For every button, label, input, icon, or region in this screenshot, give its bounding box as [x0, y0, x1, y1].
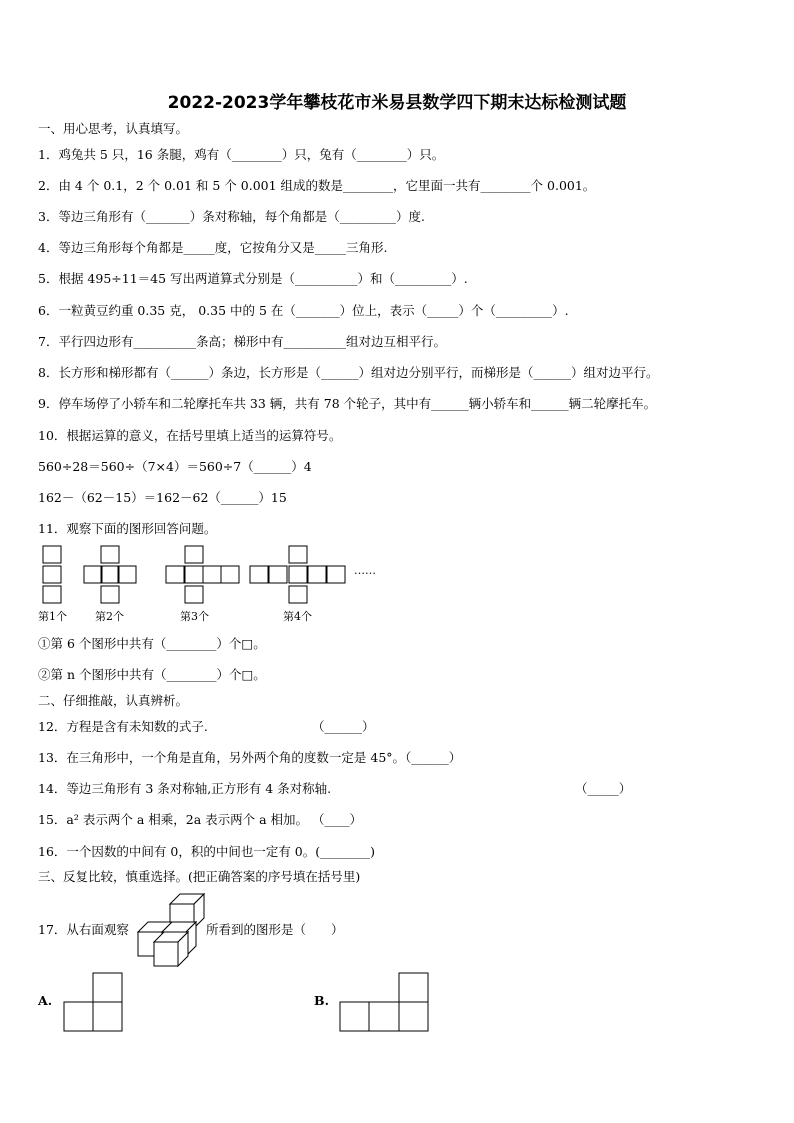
- question-10-equation-b: 162－（62－15）＝162－62（______）15: [38, 490, 287, 505]
- square: [101, 586, 119, 603]
- question-17-prefix: 17．从右面观察: [38, 922, 129, 937]
- question-2: 2．由 4 个 0.1，2 个 0.01 和 5 个 0.001 组成的数是________，它里面一共有________个 0.001。: [38, 178, 596, 193]
- square: [118, 566, 136, 583]
- option-b-figure: [339, 972, 430, 1032]
- question-16: 16．一个因数的中间有 0，积的中间也一定有 0。(________): [38, 844, 376, 859]
- page-title: 2022-2023学年攀枝花市米易县数学四下期末达标检测试题: [167, 93, 627, 113]
- question-3: 3．等边三角形有（_______）条对称轴，每个角都是（_________）度.: [38, 209, 425, 224]
- option-b-label: B.: [314, 993, 329, 1008]
- question-12-answer-blank: （______）: [312, 719, 375, 734]
- square: [84, 566, 102, 583]
- figure-label-2: 第2个: [95, 610, 124, 623]
- section-3-heading: 三、反复比较，慎重选择。(把正确答案的序号填在括号里): [38, 869, 361, 884]
- figure-label-3: 第3个: [180, 610, 209, 623]
- square-pattern-figure: [36, 544, 396, 608]
- section-2-heading: 二、仔细推敲，认真辨析。: [38, 693, 189, 708]
- square: [203, 566, 221, 583]
- square: [101, 566, 119, 583]
- square: [101, 546, 119, 563]
- section-1-heading: 一、用心思考，认真填写。: [38, 121, 189, 136]
- square: [43, 586, 61, 603]
- question-10: 10．根据运算的意义，在括号里填上适当的运算符号。: [38, 428, 342, 443]
- question-6: 6．一粒黄豆约重 0.35 克， 0.35 中的 5 在（_______）位上，表示（_____）个（_________）.: [38, 303, 569, 318]
- question-10-equation-a: 560÷28＝560÷（7×4）＝560÷7（______）4: [38, 459, 312, 474]
- pattern-ellipsis: ……: [354, 564, 376, 577]
- question-8: 8．长方形和梯形都有（______）条边，长方形是（______）组对边分别平行，而梯形是（______）组对边平行。: [38, 365, 659, 380]
- square: [289, 546, 307, 563]
- option-a-figure: [63, 972, 124, 1032]
- question-7: 7．平行四边形有__________条高；梯形中有__________组对边互相平行。: [38, 334, 446, 349]
- figure-label-1: 第1个: [38, 610, 67, 623]
- square: [269, 566, 287, 583]
- square: [185, 586, 203, 603]
- question-12: 12．方程是含有未知数的式子.: [38, 719, 208, 734]
- question-14: 14．等边三角形有 3 条对称轴,正方形有 4 条对称轴.: [38, 781, 332, 796]
- question-17-suffix: 所看到的图形是（ ）: [206, 922, 344, 937]
- option-a-label: A.: [38, 993, 53, 1008]
- cube-stack-figure: [136, 892, 206, 970]
- square: [289, 566, 307, 583]
- square: [327, 566, 345, 583]
- question-11-part-1: ①第 6 个图形中共有（________）个□。: [38, 636, 266, 651]
- square: [308, 566, 326, 583]
- square: [289, 586, 307, 603]
- question-13: 13．在三角形中，一个角是直角，另外两个角的度数一定是 45°。（______）: [38, 750, 462, 765]
- square: [43, 566, 61, 583]
- square: [185, 566, 203, 583]
- square: [43, 546, 61, 563]
- square: [166, 566, 184, 583]
- square: [185, 546, 203, 563]
- question-14-answer-blank: （_____）: [575, 781, 632, 796]
- square: [250, 566, 268, 583]
- question-1: 1．鸡兔共 5 只，16 条腿，鸡有（________）只，兔有（________）只。: [38, 147, 445, 162]
- question-11: 11．观察下面的图形回答问题。: [38, 521, 217, 536]
- question-11-part-2: ②第 n 个图形中共有（________）个□。: [38, 667, 266, 682]
- question-5: 5．根据 495÷11＝45 写出两道算式分别是（__________）和（_________）.: [38, 271, 468, 286]
- question-15: 15．a² 表示两个 a 相乘，2a 表示两个 a 相加。 （____）: [38, 812, 362, 827]
- figure-label-4: 第4个: [283, 610, 312, 623]
- question-4: 4．等边三角形每个角都是_____度，它按角分又是_____三角形.: [38, 240, 388, 255]
- question-9: 9．停车场停了小轿车和二轮摩托车共 33 辆，共有 78 个轮子，其中有______辆小轿车和______辆二轮摩托车。: [38, 396, 657, 411]
- square: [221, 566, 239, 583]
